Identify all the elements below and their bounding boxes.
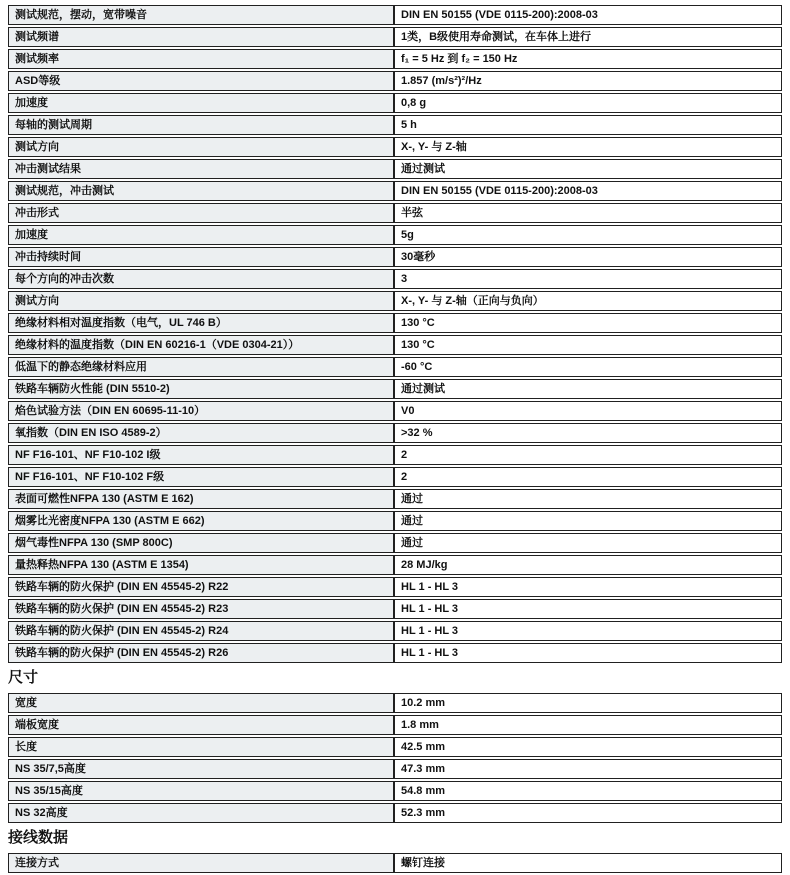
- spec-label: NF F16-101、NF F10-102 F级: [15, 471, 165, 483]
- spec-label-cell: [9, 292, 395, 310]
- spec-value: 1.8 mm: [401, 719, 439, 731]
- spec-value: >32 %: [401, 427, 433, 439]
- spec-label-cell: [9, 760, 395, 778]
- spec-label-cell: [9, 468, 395, 486]
- spec-label: 宽度: [15, 697, 37, 709]
- spec-label-cell: [9, 738, 395, 756]
- spec-value-cell: [395, 694, 781, 712]
- spec-row: [8, 49, 782, 69]
- spec-value: 30毫秒: [401, 251, 436, 263]
- spec-row: [8, 737, 782, 757]
- spec-label: ASD等级: [15, 75, 61, 87]
- spec-label: 绝缘材料相对温度指数（电气，UL 746 B）: [15, 317, 227, 329]
- spec-value-cell: [395, 446, 781, 464]
- spec-label-cell: [9, 446, 395, 464]
- spec-value: 5g: [401, 229, 414, 241]
- spec-value-cell: [395, 204, 781, 222]
- spec-label: 烟气毒性NFPA 130 (SMP 800C): [15, 537, 173, 549]
- spec-row: [8, 621, 782, 641]
- spec-row: [8, 489, 782, 509]
- spec-value-cell: [395, 854, 781, 872]
- spec-value: V0: [401, 405, 415, 417]
- spec-row: [8, 643, 782, 663]
- spec-label-cell: [9, 204, 395, 222]
- spec-label: 每轴的测试周期: [15, 119, 92, 131]
- spec-table: [8, 853, 782, 873]
- spec-label-cell: [9, 248, 395, 266]
- spec-value: 130 °C: [401, 339, 435, 351]
- spec-value: -60 °C: [401, 361, 433, 373]
- spec-value-cell: [395, 468, 781, 486]
- spec-value: 130 °C: [401, 317, 435, 329]
- spec-row: [8, 159, 782, 179]
- spec-label: 焰色试验方法（DIN EN 60695-11-10）: [15, 405, 206, 417]
- spec-label-cell: [9, 782, 395, 800]
- spec-label: 低温下的静态绝缘材料应用: [15, 361, 147, 373]
- spec-label-cell: [9, 512, 395, 530]
- spec-label-cell: [9, 160, 395, 178]
- spec-label-cell: [9, 534, 395, 552]
- spec-label-cell: [9, 490, 395, 508]
- spec-row: [8, 335, 782, 355]
- spec-row: [8, 247, 782, 267]
- spec-label-cell: [9, 226, 395, 244]
- spec-row: [8, 269, 782, 289]
- spec-label-cell: [9, 622, 395, 640]
- spec-value-cell: [395, 336, 781, 354]
- spec-label: 加速度: [15, 229, 48, 241]
- spec-row: [8, 853, 782, 873]
- spec-row: [8, 5, 782, 25]
- spec-value: 10.2 mm: [401, 697, 446, 709]
- spec-value-cell: [395, 182, 781, 200]
- spec-value: HL 1 - HL 3: [401, 581, 459, 593]
- spec-value: HL 1 - HL 3: [401, 625, 459, 637]
- spec-label: 铁路车辆的防火保护 (DIN EN 45545-2) R24: [15, 625, 229, 637]
- spec-label: 烟雾比光密度NFPA 130 (ASTM E 662): [15, 515, 205, 527]
- spec-value: 5 h: [401, 119, 417, 131]
- spec-label-cell: [9, 424, 395, 442]
- spec-label: 表面可燃性NFPA 130 (ASTM E 162): [15, 493, 194, 505]
- spec-value: 通过测试: [401, 383, 445, 395]
- spec-label-cell: [9, 270, 395, 288]
- spec-label: 冲击测试结果: [15, 163, 81, 175]
- spec-label-cell: [9, 694, 395, 712]
- spec-value: 通过测试: [401, 163, 445, 175]
- spec-label: 每个方向的冲击次数: [15, 273, 114, 285]
- spec-value-cell: [395, 760, 781, 778]
- spec-value: 1类，B级使用寿命测试，在车体上进行: [401, 31, 592, 43]
- spec-row: [8, 357, 782, 377]
- spec-label: 测试规范，冲击测试: [15, 185, 114, 197]
- spec-label: 测试频率: [15, 53, 59, 65]
- spec-value-cell: [395, 292, 781, 310]
- spec-row: [8, 693, 782, 713]
- spec-value: 通过: [401, 515, 423, 527]
- spec-label: 测试方向: [15, 141, 59, 153]
- spec-value-cell: [395, 160, 781, 178]
- spec-value: 1.857 (m/s²)²/Hz: [401, 75, 482, 87]
- spec-value-cell: [395, 314, 781, 332]
- spec-row: [8, 467, 782, 487]
- spec-label: 铁路车辆的防火保护 (DIN EN 45545-2) R26: [15, 647, 229, 659]
- spec-row: [8, 93, 782, 113]
- spec-label-cell: [9, 50, 395, 68]
- spec-row: [8, 313, 782, 333]
- spec-value-cell: [395, 622, 781, 640]
- spec-row: [8, 533, 782, 553]
- spec-label: 冲击持续时间: [15, 251, 81, 263]
- spec-label-cell: [9, 336, 395, 354]
- spec-label-cell: [9, 6, 395, 24]
- spec-label-cell: [9, 116, 395, 134]
- spec-label: NS 35/15高度: [15, 785, 83, 797]
- spec-label-cell: [9, 182, 395, 200]
- spec-label-cell: [9, 556, 395, 574]
- spec-label: 绝缘材料的温度指数（DIN EN 60216-1（VDE 0304-21））: [15, 339, 300, 351]
- spec-label: NF F16-101、NF F10-102 I级: [15, 449, 161, 461]
- spec-label: 测试频谱: [15, 31, 59, 43]
- spec-value: 28 MJ/kg: [401, 559, 448, 571]
- spec-label-cell: [9, 600, 395, 618]
- spec-label: 加速度: [15, 97, 48, 109]
- spec-label: 铁路车辆的防火保护 (DIN EN 45545-2) R23: [15, 603, 229, 615]
- spec-value-cell: [395, 28, 781, 46]
- spec-value: 半弦: [401, 207, 423, 219]
- spec-label: 量热释热NFPA 130 (ASTM E 1354): [15, 559, 189, 571]
- spec-value-cell: [395, 226, 781, 244]
- spec-value: 52.3 mm: [401, 807, 446, 819]
- spec-label-cell: [9, 578, 395, 596]
- spec-value-cell: [395, 600, 781, 618]
- spec-value-cell: [395, 424, 781, 442]
- spec-label: 氧指数（DIN EN ISO 4589-2）: [15, 427, 167, 439]
- spec-value: 通过: [401, 493, 423, 505]
- spec-row: [8, 291, 782, 311]
- spec-label-cell: [9, 644, 395, 662]
- spec-value: DIN EN 50155 (VDE 0115-200):2008-03: [401, 185, 598, 197]
- spec-label-cell: [9, 358, 395, 376]
- spec-value-cell: [395, 270, 781, 288]
- spec-value: 3: [401, 273, 408, 285]
- spec-row: [8, 445, 782, 465]
- spec-row: [8, 225, 782, 245]
- section-title: 尺寸: [8, 669, 39, 686]
- spec-row: [8, 715, 782, 735]
- spec-label: 冲击形式: [15, 207, 59, 219]
- spec-value-cell: [395, 50, 781, 68]
- spec-label-cell: [9, 854, 395, 872]
- spec-value-cell: [395, 578, 781, 596]
- spec-value: X-, Y- 与 Z-轴（正向与负向）: [401, 295, 544, 307]
- spec-label-cell: [9, 380, 395, 398]
- spec-label: NS 35/7,5高度: [15, 763, 86, 775]
- spec-value-cell: [395, 534, 781, 552]
- spec-row: [8, 511, 782, 531]
- spec-label-cell: [9, 804, 395, 822]
- spec-value-cell: [395, 248, 781, 266]
- spec-row: [8, 423, 782, 443]
- spec-label: NS 32高度: [15, 807, 68, 819]
- spec-value: 2: [401, 449, 408, 461]
- spec-table: [8, 5, 782, 663]
- spec-value: 54.8 mm: [401, 785, 446, 797]
- spec-row: [8, 577, 782, 597]
- spec-value-cell: [395, 380, 781, 398]
- spec-label: 测试方向: [15, 295, 59, 307]
- spec-value: 2: [401, 471, 408, 483]
- spec-row: [8, 71, 782, 91]
- spec-value-cell: [395, 116, 781, 134]
- spec-value: 47.3 mm: [401, 763, 446, 775]
- spec-value-cell: [395, 738, 781, 756]
- spec-value-cell: [395, 490, 781, 508]
- spec-value: 42.5 mm: [401, 741, 446, 753]
- spec-label: 长度: [15, 741, 37, 753]
- spec-value: 螺钉连接: [401, 857, 445, 869]
- spec-label-cell: [9, 314, 395, 332]
- spec-value-cell: [395, 358, 781, 376]
- spec-row: [8, 115, 782, 135]
- spec-label-cell: [9, 94, 395, 112]
- spec-table: [8, 693, 782, 823]
- spec-label-cell: [9, 402, 395, 420]
- spec-row: [8, 181, 782, 201]
- spec-row: [8, 803, 782, 823]
- spec-row: [8, 555, 782, 575]
- spec-row: [8, 379, 782, 399]
- spec-value: 通过: [401, 537, 423, 549]
- spec-label-cell: [9, 28, 395, 46]
- spec-value: f₁ = 5 Hz 到 f₂ = 150 Hz: [401, 53, 518, 65]
- spec-value: X-, Y- 与 Z-轴: [401, 141, 467, 153]
- spec-row: [8, 599, 782, 619]
- spec-label-cell: [9, 716, 395, 734]
- spec-value-cell: [395, 138, 781, 156]
- spec-value-cell: [395, 556, 781, 574]
- spec-value-cell: [395, 644, 781, 662]
- section-title: 接线数据: [8, 829, 69, 846]
- spec-value-cell: [395, 716, 781, 734]
- spec-row: [8, 401, 782, 421]
- spec-value: HL 1 - HL 3: [401, 603, 459, 615]
- spec-label-cell: [9, 72, 395, 90]
- spec-row: [8, 759, 782, 779]
- spec-label: 连接方式: [15, 857, 59, 869]
- spec-label-cell: [9, 138, 395, 156]
- spec-row: [8, 203, 782, 223]
- spec-value-cell: [395, 402, 781, 420]
- spec-value-cell: [395, 72, 781, 90]
- spec-row: [8, 27, 782, 47]
- spec-value-cell: [395, 782, 781, 800]
- spec-row: [8, 137, 782, 157]
- spec-row: [8, 781, 782, 801]
- spec-value-cell: [395, 94, 781, 112]
- spec-value-cell: [395, 6, 781, 24]
- spec-label: 铁路车辆防火性能 (DIN 5510-2): [15, 383, 170, 395]
- spec-label: 测试规范，摆动，宽带噪音: [15, 9, 147, 21]
- spec-value: 0,8 g: [401, 97, 427, 109]
- spec-value: DIN EN 50155 (VDE 0115-200):2008-03: [401, 9, 598, 21]
- spec-label: 端板宽度: [15, 719, 59, 731]
- spec-value-cell: [395, 804, 781, 822]
- spec-value-cell: [395, 512, 781, 530]
- spec-value: HL 1 - HL 3: [401, 647, 459, 659]
- spec-label: 铁路车辆的防火保护 (DIN EN 45545-2) R22: [15, 581, 229, 593]
